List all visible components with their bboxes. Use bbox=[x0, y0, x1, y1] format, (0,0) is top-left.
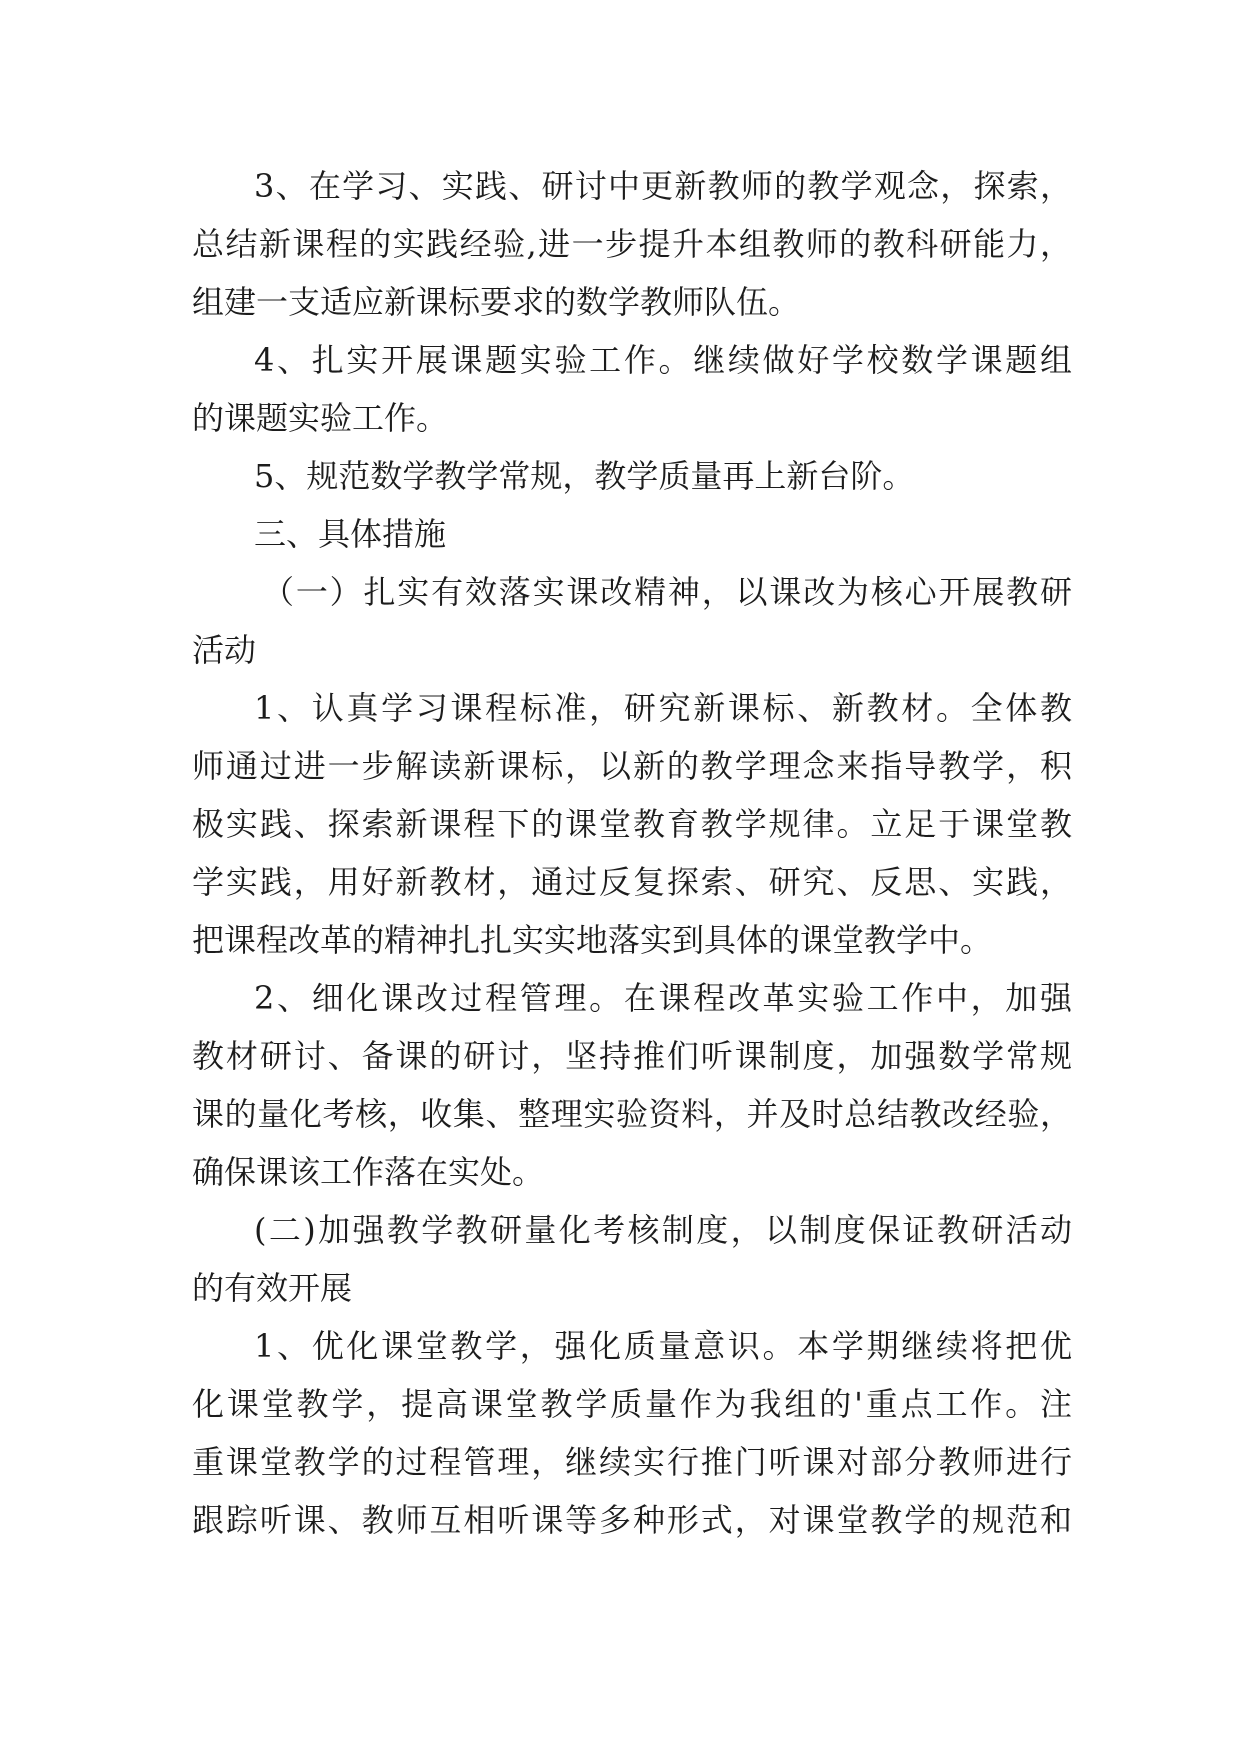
item-3-line-4: 跟踪听课、教师互相听课等多种形式，对课堂教学的规范和 bbox=[192, 1501, 1072, 1539]
paragraph-5-line-1: 5、规范数学教学常规，教学质量再上新台阶。 bbox=[254, 457, 915, 495]
item-2-line-2: 教材研讨、备课的研讨，坚持推们听课制度，加强数学常规 bbox=[192, 1037, 1072, 1075]
item-3-line-1: 1、优化课堂教学，强化质量意识。本学期继续将把优 bbox=[254, 1327, 1072, 1365]
item-1-line-5: 把课程改革的精神扎扎实实地落实到具体的课堂教学中。 bbox=[192, 921, 993, 959]
paragraph-3-line-1: 3、在学习、实践、研讨中更新教师的教学观念，探索， bbox=[254, 167, 1072, 205]
subheading-1-line-1: （一）扎实有效落实课改精神，以课改为核心开展教研 bbox=[262, 573, 1072, 611]
subheading-2-line-2: 的有效开展 bbox=[192, 1269, 353, 1307]
item-3-line-3: 重课堂教学的过程管理，继续实行推门听课对部分教师进行 bbox=[192, 1443, 1072, 1481]
paragraph-3-line-3: 组建一支适应新课标要求的数学教师队伍。 bbox=[192, 283, 801, 321]
item-2-line-3: 课的量化考核，收集、整理实验资料，并及时总结教改经验， bbox=[192, 1095, 1072, 1133]
paragraph-4-line-2: 的课题实验工作。 bbox=[192, 399, 449, 437]
subheading-1-line-2: 活动 bbox=[192, 631, 257, 669]
section-heading-measures: 三、具体措施 bbox=[254, 515, 447, 553]
subheading-2-line-1: (二)加强教学教研量化考核制度，以制度保证教研活动 bbox=[254, 1211, 1072, 1249]
item-1-line-1: 1、认真学习课程标准，研究新课标、新教材。全体教 bbox=[254, 689, 1072, 727]
item-1-line-4: 学实践，用好新教材，通过反复探索、研究、反思、实践， bbox=[192, 863, 1072, 901]
item-1-line-3: 极实践、探索新课程下的课堂教育教学规律。立足于课堂教 bbox=[192, 805, 1072, 843]
item-2-line-4: 确保课该工作落在实处。 bbox=[192, 1153, 545, 1191]
item-2-line-1: 2、细化课改过程管理。在课程改革实验工作中，加强 bbox=[254, 979, 1072, 1017]
paragraph-4-line-1: 4、扎实开展课题实验工作。继续做好学校数学课题组 bbox=[254, 341, 1072, 379]
item-1-line-2: 师通过进一步解读新课标，以新的教学理念来指导教学，积 bbox=[192, 747, 1072, 785]
item-3-line-2: 化课堂教学，提高课堂教学质量作为我组的'重点工作。注 bbox=[192, 1385, 1072, 1423]
paragraph-3-line-2: 总结新课程的实践经验,进一步提升本组教师的教科研能力， bbox=[192, 225, 1072, 263]
